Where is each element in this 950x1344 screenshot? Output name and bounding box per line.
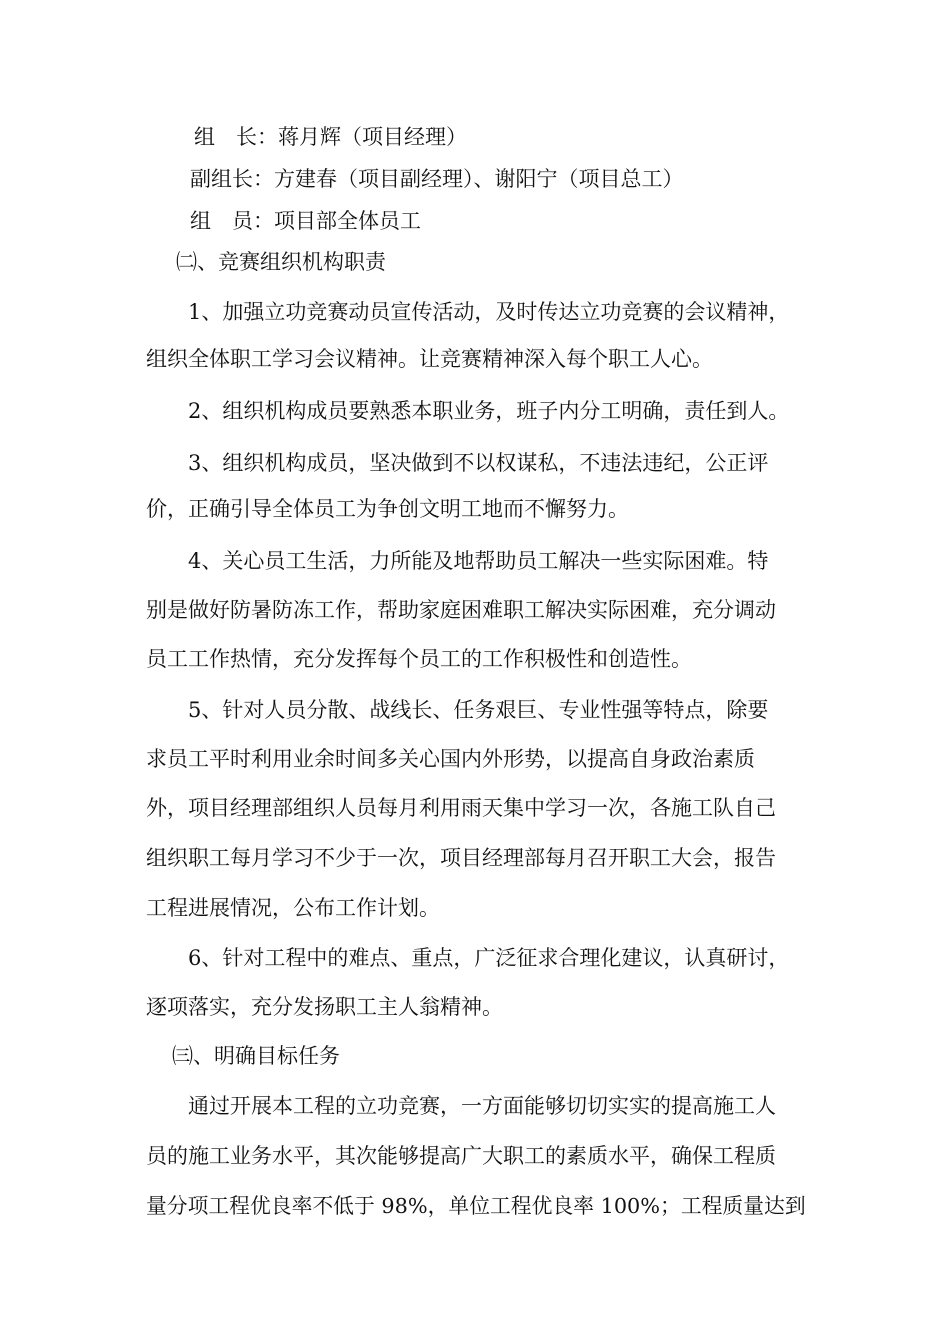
item-3-line-2: 价，正确引导全体员工为争创文明工地而不懈努力。 — [146, 497, 629, 521]
deputy-line: 副组长：方建春（项目副经理）、谢阳宁（项目总工） — [190, 167, 684, 191]
section-3-para-line-1: 通过开展本工程的立功竞赛，一方面能够切切实实的提高施工人 — [188, 1094, 776, 1118]
section-3-heading: ㈢、明确目标任务 — [172, 1044, 340, 1068]
section-2-heading: ㈡、竞赛组织机构职责 — [176, 250, 386, 274]
item-5-line-1: 5、针对人员分散、战线长、任务艰巨、专业性强等特点，除要 — [188, 698, 769, 722]
item-6-line-2: 逐项落实，充分发扬职工主人翁精神。 — [146, 995, 503, 1019]
item-4-line-1: 4、关心员工生活，力所能及地帮助员工解决一些实际困难。特 — [188, 549, 769, 573]
item-4-line-2: 别是做好防暑防冻工作，帮助家庭困难职工解决实际困难，充分调动 — [146, 598, 776, 622]
section-3-para-line-3: 量分项工程优良率不低于 98%，单位工程优良率 100%；工程质量达到 — [146, 1194, 806, 1218]
item-5-line-3: 外，项目经理部组织人员每月利用雨天集中学习一次，各施工队自己 — [146, 796, 776, 820]
section-3-para-line-2: 员的施工业务水平，其次能够提高广大职工的素质水平，确保工程质 — [146, 1144, 776, 1168]
item-5-line-2: 求员工平时利用业余时间多关心国内外形势，以提高自身政治素质 — [146, 747, 755, 771]
staff-line: 组 员：项目部全体员工 — [190, 209, 421, 233]
item-4-line-3: 员工工作热情，充分发挥每个员工的工作积极性和创造性。 — [146, 647, 692, 671]
item-1-line-1: 1、加强立功竞赛动员宣传活动，及时传达立功竞赛的会议精神， — [188, 300, 790, 324]
item-2-line-1: 2、组织机构成员要熟悉本职业务，班子内分工明确，责任到人。 — [188, 399, 790, 423]
item-3-line-1: 3、组织机构成员，坚决做到不以权谋私，不违法违纪，公正评 — [188, 451, 769, 475]
item-1-line-2: 组织全体职工学习会议精神。让竞赛精神深入每个职工人心。 — [146, 347, 713, 371]
item-5-line-5: 工程进展情况，公布工作计划。 — [146, 896, 440, 920]
item-6-line-1: 6、针对工程中的难点、重点，广泛征求合理化建议，认真研讨， — [188, 946, 790, 970]
leader-line: 组 长：蒋月辉（项目经理） — [194, 125, 467, 149]
item-5-line-4: 组织职工每月学习不少于一次，项目经理部每月召开职工大会，报告 — [146, 846, 776, 870]
